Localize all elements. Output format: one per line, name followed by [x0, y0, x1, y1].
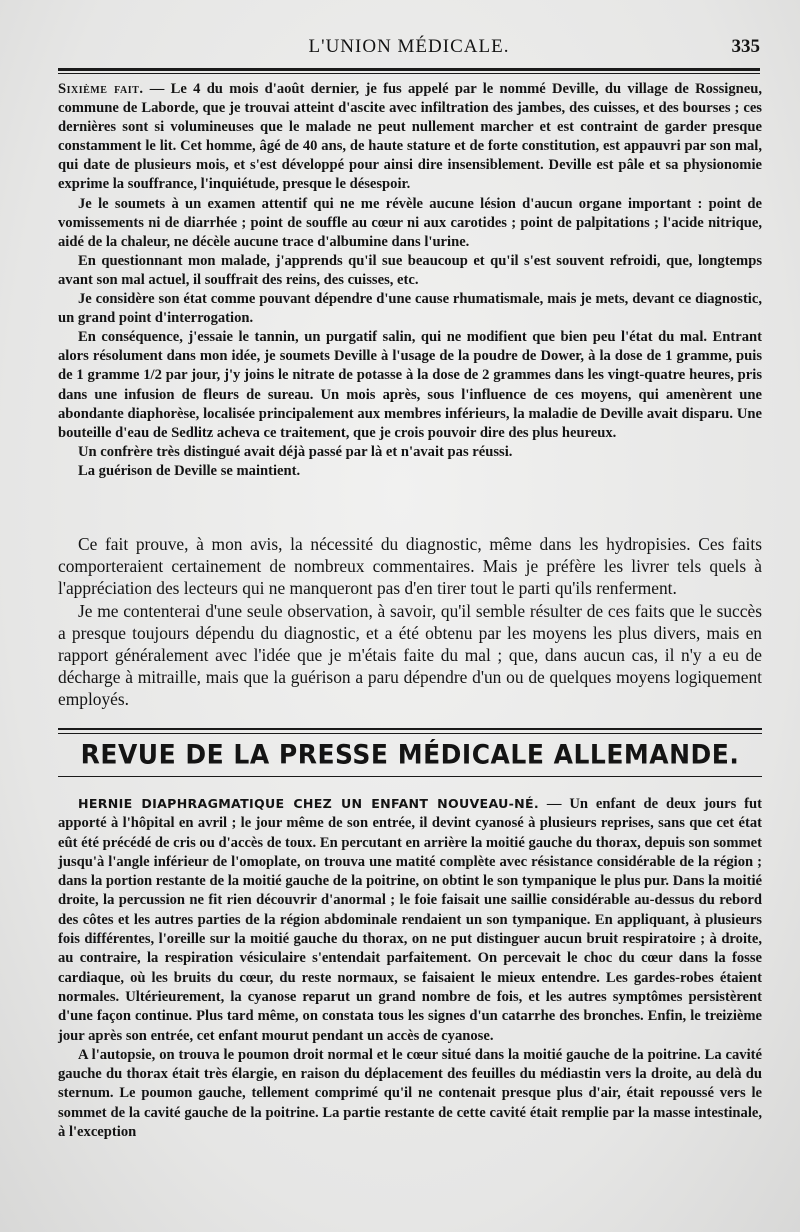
running-header — [58, 36, 760, 60]
conclusion-paragraph: Je me contenterai d'une seule observation, à savoir, qu'il semble résulter de ces faits que le succès a presque toujours dépendu du diagnostic, et a été obtenu par les moyens les plus divers, mais en rapport généralement avec l'idée que je m'étais faite du mal ; que, dans aucun cas, il n'y a eu de décharge à mitraille, mais que la guérison a paru dépendre d'un ou de quelques moyens logiquement employés. — [58, 600, 762, 710]
section-rule-bottom — [58, 776, 762, 777]
conclusion-paragraph: Ce fait prouve, à mon avis, la nécessité du diagnostic, même dans les hydropisies. Ces faits comporteraient certainement de nombreux commentaires. Mais je préfère les livrer tels quels à l'appréciation des lecteurs qui ne manqueront pas d'en tirer tout le parti qu'ils renferment. — [58, 534, 762, 599]
case-paragraph: En questionnant mon malade, j'apprends qu'il sue beaucoup et qu'il s'est souvent refroidi, que, longtemps avant son mal actuel, il souffrait des reins, des cuisses, etc. — [58, 252, 762, 288]
running-title: L'UNION MÉDICALE. — [308, 36, 510, 57]
case-label: Sixième fait. — [58, 81, 144, 97]
page-number: 335 — [731, 36, 760, 57]
conclusion — [58, 533, 762, 711]
case-paragraph: Je le soumets à un examen attentif qui ne me révèle aucune lésion d'aucun organe important : point de vomissements ni de diarrhée ; point de souffle au cœur ni aux carotides ; point de palpitations ; l'acide nitrique, aidé de la chaleur, ne décèle aucune trace d'albumine dans l'urine. — [58, 195, 762, 250]
case-paragraph: La guérison de Deville se maintient. — [78, 462, 301, 479]
section-rule-top — [58, 728, 762, 730]
case-paragraph: Je considère son état comme pouvant dépendre d'une cause rhumatismale, mais je mets, devant ce diagnostic, un grand point d'interrogation. — [58, 291, 762, 327]
section-title: REVUE DE LA PRESSE MÉDICALE ALLEMANDE. — [80, 739, 740, 770]
article-heading: HERNIE DIAPHRAGMATIQUE CHEZ UN ENFANT NOUVEAU-NÉ. — [78, 796, 539, 811]
article-paragraph: HERNIE DIAPHRAGMATIQUE CHEZ UN ENFANT NOUVEAU-NÉ. — Un enfant de deux jours fut apporté à l'hôpital en avril ; le jour même de son entrée, il devint cyanosé à plusieurs reprises, sans que cet état eût été précédé de cris ou d'accès de toux. En percutant en arrière la moitié gauche du thorax, depuis son sommet jusqu'à l'angle inférieur de l'omoplate, on trouva une matité complète avec résistance considérable de la région ; dans la portion restante de la moitié gauche de la poitrine, on obtint le son tympanique le plus pur. Dans la moitié droite, la percussion ne fit rien découvrir d'anormal ; le foie faisait une saillie considérable au-dessus du rebord des côtes et les autres parties de la région abdominale rendaient un son tympanique. En appliquant, à plusieurs fois différentes, l'oreille sur la moitié gauche du thorax, on ne put distinguer aucun bruit respiratoire ; à droite, au contraire, la respiration vésiculaire s'entendait parfaitement. On percevait le choc du cœur dans la fosse cardiaque, où les bruits du cœur, du reste normaux, se faisaient le mieux entendre. Les gardes-robes étaient normales. Ultérieurement, la cyanose reparut un grand nombre de fois, et les autres symptômes persistèrent d'une façon continue. Plus tard même, on constata tous les signes d'un catarrhe des bronches. Enfin, le treizième jour après son entrée, cet enfant mourut pendant un accès de cyanose. — [58, 796, 762, 1044]
header-rule-thin — [58, 73, 760, 74]
case-paragraph: Un confrère très distingué avait déjà passé par là et n'avait pas réussi. — [78, 443, 513, 460]
case-paragraph: En conséquence, j'essaie le tannin, un purgatif salin, qui ne modifient que bien peu l'état du mal. Entrant alors résolument dans mon idée, je soumets Deville à l'usage de la poudre de Dower, à la dose de 1 gramme, puis de 1 gramme 1/2 par jour, j'y joins le nitrate de potasse à la dose de 2 grammes dans les vingt-quatre heures, pris dans une infusion de fleurs de sureau. Un mois après, sous l'influence de ces moyens, qui amenèrent une abondante diaphorèse, localisée principalement aux membres inférieurs, la maladie de Deville avait disparu. Une bouteille d'eau de Sedlitz acheva ce traitement, que je crois pouvoir dire des plus heureux. — [58, 329, 762, 441]
case-paragraph: Sixième fait. — Le 4 du mois d'août dernier, je fus appelé par le nommé Deville, du village de Rossigneu, commune de Laborde, que je trouvai atteint d'ascite avec infiltration des jambes, des cuisses, et des bourses ; ces dernières sont si volumineuses que le malade ne peut nullement marcher et est contraint de garder presque constamment le lit. Cet homme, âgé de 40 ans, de haute stature et de forte constitution, est appauvri par son mal, qui date de plusieurs mois, et s'est développé pour ainsi dire insensiblement. Deville est pâle et sa physionomie exprime la souffrance, l'inquiétude, presque le désespoir. — [58, 81, 762, 193]
header-rule — [58, 68, 760, 71]
article-paragraph: A l'autopsie, on trouva le poumon droit normal et le cœur situé dans la moitié gauche de la poitrine. La cavité gauche du thorax était très élargie, en raison du déplacement des feuilles du médiastin vers la droite, au delà du sternum. Le poumon gauche, tellement comprimé qu'il ne contenait presque plus d'air, était repoussé vers le sommet de la cavité gauche de la poitrine. La partie restante de cette cavité était remplie par la masse intestinale, à l'exception — [58, 1046, 762, 1141]
article — [58, 794, 762, 1142]
case-report — [58, 80, 762, 481]
section-rule-top-thin — [58, 733, 762, 734]
